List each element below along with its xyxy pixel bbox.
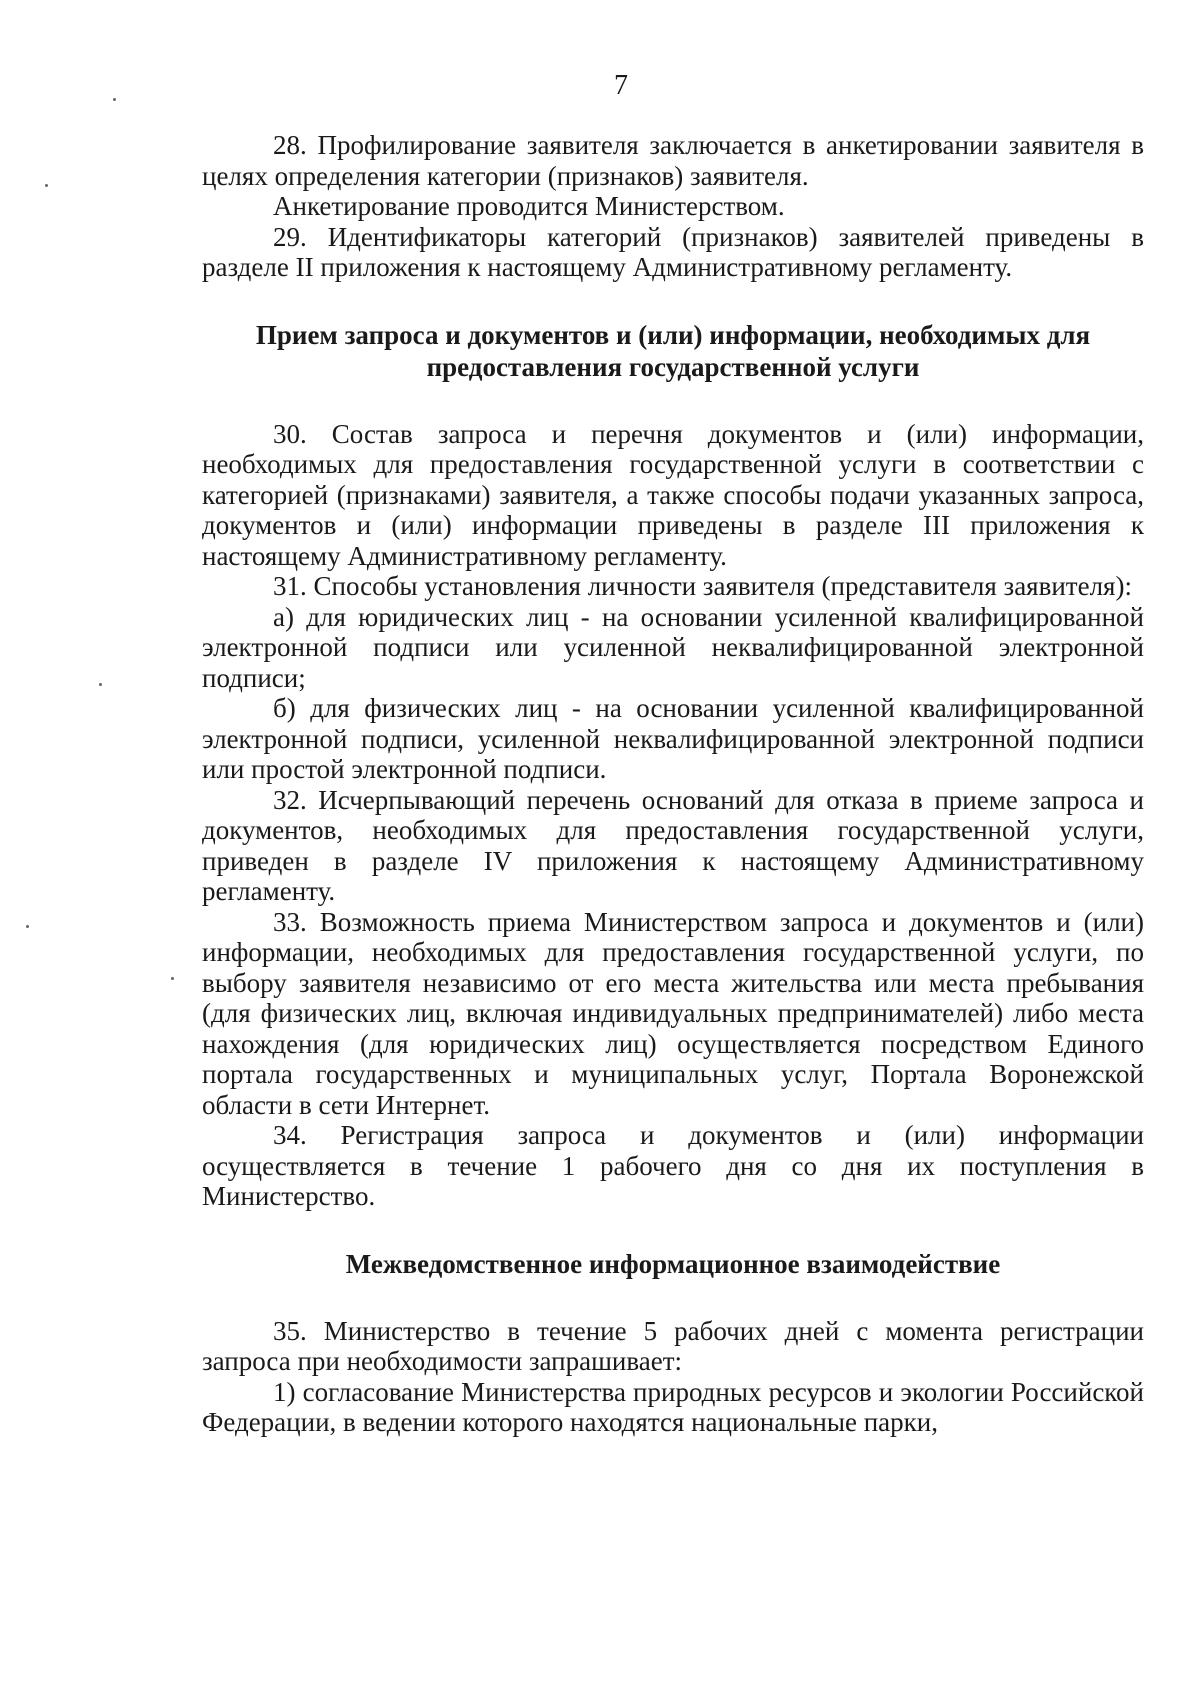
section-heading-application-intake: Прием запроса и документов и (или) информации, необходимых для предоставления государственной услуги <box>255 319 1091 382</box>
paragraph-31: 31. Способы установления личности заявителя (представителя заявителя): <box>273 571 1132 601</box>
paragraph-35-item-1: 1) согласование Министерства природных ресурсов и экологии Российской Федерации, в ведении которого находятся национальные парки, <box>202 1376 1144 1437</box>
paragraph-31-b: б) для физических лиц - на основании усиленной квалифицированной электронной подписи, усиленной неквалифицированной электронной подписи или простой электронной подписи. <box>202 693 1144 784</box>
paragraph-33: 33. Возможность приема Министерством запроса и документов и (или) информации, необходимых для предоставления государственной услуги, по выбору заявителя независимо от его места жительства или места пребывания (для физических лиц, включая индивидуальных предпринимателей) либо места нахождения (для юридических лиц) осуществляется посредством Единого портала государственных и муниципальных услуг, Портала Воронежской области в сети Интернет. <box>202 906 1144 1120</box>
paragraph-28: 28. Профилирование заявителя заключается в анкетировании заявителя в целях определения категории (признаков) заявителя. <box>202 130 1144 191</box>
paragraph-35: 35. Министерство в течение 5 рабочих дней с момента регистрации запроса при необходимости запрашивает: <box>202 1315 1144 1376</box>
paragraph-34: 34. Регистрация запроса и документов и (или) информации осуществляется в течение 1 рабочего дня со дня их поступления в Министерство. <box>202 1120 1144 1211</box>
paragraph-32: 32. Исчерпывающий перечень оснований для отказа в приеме запроса и документов, необходимых для предоставления государственной услуги, приведен в разделе IV приложения к настоящему Административному регламенту. <box>202 784 1144 906</box>
paragraph-31-a: а) для юридических лиц - на основании усиленной квалифицированной электронной подписи или усиленной неквалифицированной электронной подписи; <box>202 601 1144 693</box>
paragraph-29: 29. Идентификаторы категорий (признаков) заявителей приведены в разделе II приложения к настоящему Административному регламенту. <box>202 221 1144 282</box>
paragraph-28-continuation: Анкетирование проводится Министерством. <box>273 191 785 221</box>
section-heading-interagency-interaction: Межведомственное информационное взаимодействие <box>345 1248 1001 1279</box>
scan-speck <box>26 925 29 928</box>
scan-speck <box>45 184 48 187</box>
scan-speck <box>171 977 174 980</box>
scan-speck <box>99 683 102 686</box>
paragraph-30: 30. Состав запроса и перечня документов и (или) информации, необходимых для предоставления государственной услуги в соответствии с категорией (признаками) заявителя, а также способы подачи указанных запроса, документов и (или) информации приведены в разделе III приложения к настоящему Административному регламенту. <box>202 418 1144 571</box>
page-number: 7 <box>614 70 628 101</box>
document-body <box>202 130 1144 1438</box>
